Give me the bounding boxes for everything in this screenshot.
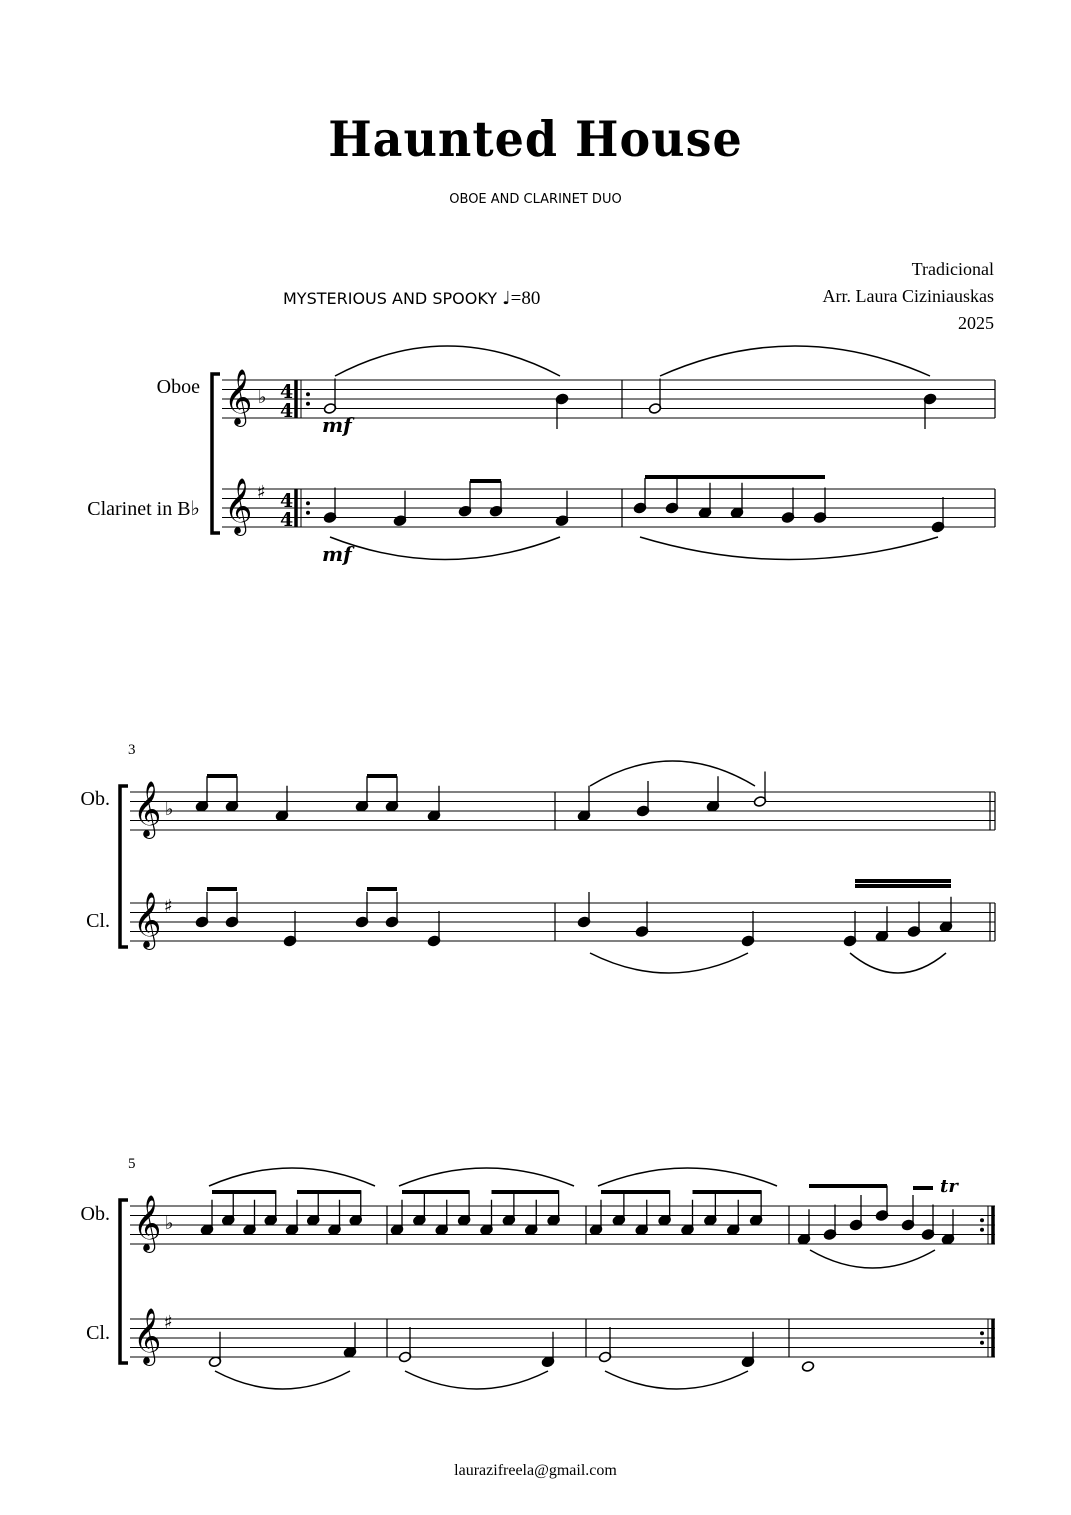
repeat-dot [306,501,310,505]
treble-clef-icon: 𝄞 [133,892,162,948]
clarinet-slur [590,953,748,973]
treble-clef-icon: 𝄞 [224,369,253,425]
key-flat-icon: ♭ [165,799,174,820]
time-sig-clarinet-bottom: 4 [280,509,294,531]
oboe-slur [598,1168,777,1186]
repeat-dot [980,1228,984,1232]
key-sharp-icon: ♯ [257,482,266,503]
repeat-dot [306,511,310,515]
repeat-dot [980,1341,984,1345]
oboe-slur [335,346,560,376]
contact-email: laurazifreela@gmail.com [454,1462,617,1479]
treble-clef-icon: 𝄞 [224,478,253,534]
repeat-dot [306,402,310,406]
oboe-slur [209,1168,375,1186]
treble-clef-icon: 𝄞 [133,1308,162,1364]
system-bracket [212,374,220,533]
time-sig-oboe-bottom: 4 [280,400,294,422]
clarinet-slur [215,1371,350,1389]
oboe-slur [660,346,930,376]
oboe-slur [590,761,755,786]
arranger-credit: Arr. Laura Ciziniauskas [822,286,994,306]
clarinet-slur [640,537,938,560]
clarinet-slur [405,1371,548,1389]
oboe-label: Oboe [156,376,200,398]
repeat-dot [980,1218,984,1222]
treble-clef-icon: 𝄞 [133,1195,162,1251]
repeat-dot [980,1331,984,1335]
clarinet-slur [850,953,946,973]
clarinet-label: Clarinet in B♭ [87,498,200,520]
score-subtitle: OBOE AND CLARINET DUO [449,192,622,207]
system-bracket [120,786,128,947]
key-sharp-icon: ♯ [164,1312,173,1333]
tempo-value: =80 [510,288,541,309]
clarinet-short-label-2: Cl. [86,910,110,932]
clarinet-short-label-3: Cl. [86,1322,110,1344]
oboe-short-label-3: Ob. [80,1203,110,1225]
key-flat-icon: ♭ [258,387,267,408]
measure-number-5: 5 [128,1156,136,1172]
year-credit: 2025 [958,313,994,333]
dynamic-mark-clarinet: mf [322,542,352,566]
dynamic-mark-oboe: mf [322,413,352,437]
score-title: Haunted House [328,110,743,168]
key-flat-icon: ♭ [165,1213,174,1234]
time-sig-clarinet-top: 4 [280,490,294,512]
oboe-short-label-2: Ob. [80,788,110,810]
oboe-slur [399,1168,574,1186]
oboe-slur [810,1250,935,1268]
composer-credit: Tradicional [911,259,994,279]
staff-systems [120,346,995,1389]
treble-clef-icon: 𝄞 [133,781,162,837]
time-sig-oboe-top: 4 [280,381,294,403]
trill-mark: tr [940,1176,958,1197]
score-marks [322,413,959,1197]
quarter-note-icon: ♩ [502,288,511,309]
clarinet-slur [330,537,560,560]
tempo-text: MYSTERIOUS AND SPOOKY [283,289,498,308]
clarinet-whole-note [801,1361,814,1373]
measure-number-3: 3 [128,742,136,758]
key-sharp-icon: ♯ [164,896,173,917]
system-bracket [120,1200,128,1363]
repeat-dot [306,392,310,396]
clarinet-slur [605,1371,748,1389]
